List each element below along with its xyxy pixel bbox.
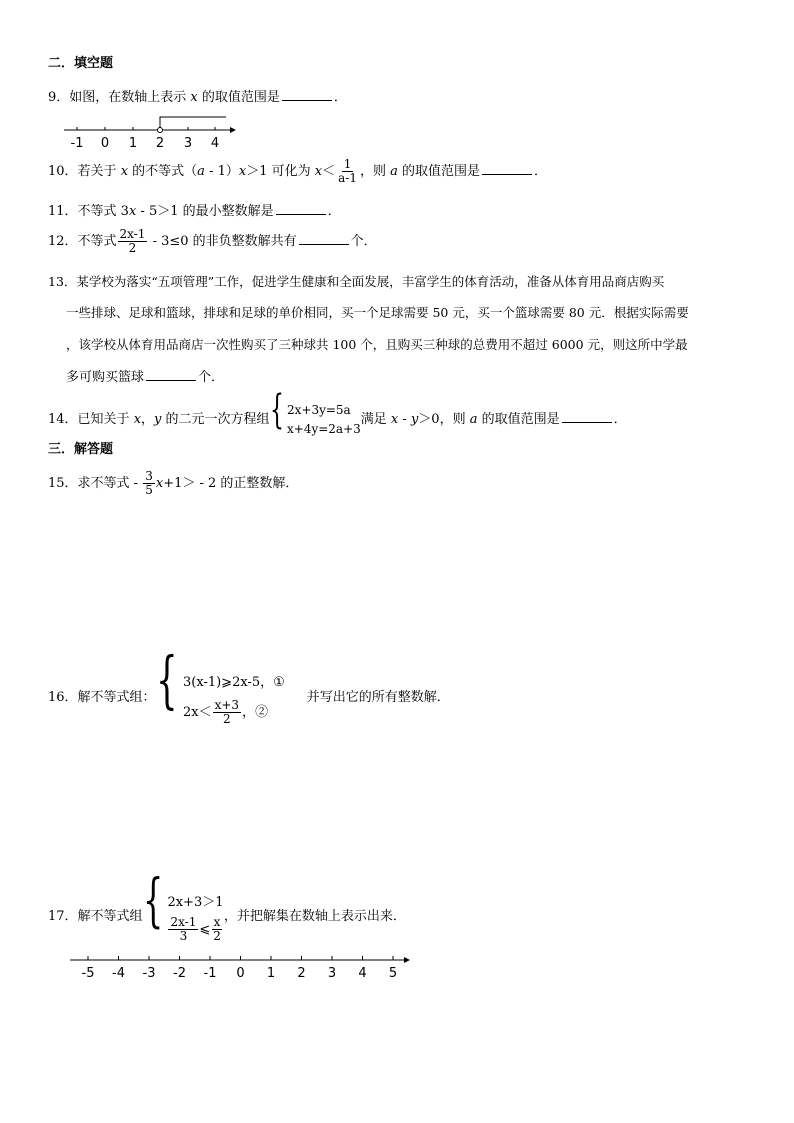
question-13-line-2: 一些排球、足球和篮球，排球和足球的单价相同，买一个足球需要 50 元，买一个篮球需要 80 元．根据实际需要 xyxy=(66,305,689,320)
q12-answer-blank[interactable] xyxy=(299,232,349,245)
q17-left-brace: { xyxy=(142,866,163,934)
q9-number-line xyxy=(60,112,240,152)
q17-axis-arrow xyxy=(404,957,410,963)
q17-fraction-right: $\frac{x}{2}$ xyxy=(213,915,221,943)
question-11: 11．不等式 3x - 5＞1 的最小整数解是 ． xyxy=(48,204,341,219)
q14-answer-blank[interactable] xyxy=(562,410,612,423)
q9-tick-label: -1 xyxy=(70,136,84,151)
question-13-line-3: ，该学校从体育用品商店一次性购买了三种球共 100 个，且购买三种球的总费用不超过 6000 元，则这所中学最 xyxy=(66,337,688,352)
q17-tick-label: -3 xyxy=(142,966,156,981)
question-9: 9．如图，在数轴上表示 x 的取值范围是 ． xyxy=(48,90,347,105)
q9-text: 9．如图，在数轴上表示 xyxy=(48,90,191,105)
q9-text-post: 的取值范围是 xyxy=(197,90,280,105)
question-16: 16．解不等式组：{ 3(x-1)⩾2x-5，① 2x＜ $\frac{x+3}{2}$ ，② 并写出它的所有整数解． xyxy=(48,643,450,726)
q9-tick-label: 2 xyxy=(155,136,165,151)
section-heading-fill-in: 二．填空题 xyxy=(48,56,114,71)
q17-tick-label: 5 xyxy=(388,966,398,981)
q16-left-brace: { xyxy=(155,643,178,716)
q9-tick-label: 3 xyxy=(183,136,193,151)
q17-tick-label: 1 xyxy=(266,966,276,981)
q17-tick-label: 2 xyxy=(297,966,306,981)
q9-tick-label: 0 xyxy=(100,136,110,151)
question-12: 12．不等式 $\frac{2x-1}{2}$ - 3≤0 的非负整数解共有 个． xyxy=(48,227,377,255)
q16-fraction: $\frac{x+3}{2}$ xyxy=(214,697,240,726)
question-17: 17．解不等式组{ 2x+3＞1 $\frac{2x-1}{3}$ ⩽ $\frac{x}{2}$ ，并把解集在数轴上表示出来． xyxy=(48,866,406,943)
q10-fraction: $\frac{1}{a-1}$ xyxy=(338,157,357,185)
q9-answer-blank[interactable] xyxy=(282,88,332,101)
q17-tick-label: -2 xyxy=(173,966,186,981)
q9-var: x xyxy=(190,90,198,105)
q17-tick-label: 0 xyxy=(236,966,245,981)
q9-solution-ray xyxy=(160,117,226,130)
q14-equation-system: 2x+3y=5a x+4y=2a+3 xyxy=(287,402,361,436)
q11-answer-blank[interactable] xyxy=(276,202,326,215)
question-10: 10．若关于 x 的不等式（a - 1）x＞1 可化为 x＜ $\frac{1}{a-1}$ ，则 a 的取值范围是 ． xyxy=(48,157,548,185)
q13-answer-blank[interactable] xyxy=(146,368,196,381)
q17-tick-label: -1 xyxy=(203,966,217,981)
q17-number-line xyxy=(66,950,416,982)
question-13-line-4: 多可购买篮球 个． xyxy=(66,370,225,385)
q15-fraction: $\frac{3}{5}$ xyxy=(145,469,153,497)
q12-fraction: $\frac{2x-1}{2}$ xyxy=(119,227,146,255)
q9-tick-label: 4 xyxy=(210,136,220,151)
question-15: 15．求不等式 - $\frac{3}{5}$ x+1＞ - 2 的正整数解． xyxy=(48,469,299,497)
q16-inequality-system: 3(x-1)⩾2x-5，① 2x＜ $\frac{x+3}{2}$ ，② xyxy=(183,674,285,726)
q17-fraction-left: $\frac{2x-1}{3}$ xyxy=(170,915,197,943)
q17-tick-label: -5 xyxy=(81,966,95,981)
q14-left-brace: { xyxy=(269,387,284,433)
section-heading-solve: 三．解答题 xyxy=(48,442,114,457)
q9-tick-label: 1 xyxy=(128,136,138,151)
q9-axis-arrow xyxy=(230,127,236,133)
q10-answer-blank[interactable] xyxy=(482,162,532,175)
question-13-line-1: 13．某学校为落实“五项管理”工作，促进学生健康和全面发展，丰富学生的体育活动，准备从体育用品商店购买 xyxy=(48,274,665,289)
q17-tick-label: 3 xyxy=(327,966,337,981)
q17-inequality-system: 2x+3＞1 $\frac{2x-1}{3}$ ⩽ $\frac{x}{2}$ xyxy=(167,895,224,943)
q9-open-circle xyxy=(158,128,163,133)
question-14: 14．已知关于 x，y 的二元一次方程组{ 2x+3y=5a x+4y=2a+3 满足 x - y＞0，则 a 的取值范围是 ． xyxy=(48,390,627,440)
q17-tick-label: 4 xyxy=(358,966,367,981)
q17-tick-label: -4 xyxy=(112,966,125,981)
